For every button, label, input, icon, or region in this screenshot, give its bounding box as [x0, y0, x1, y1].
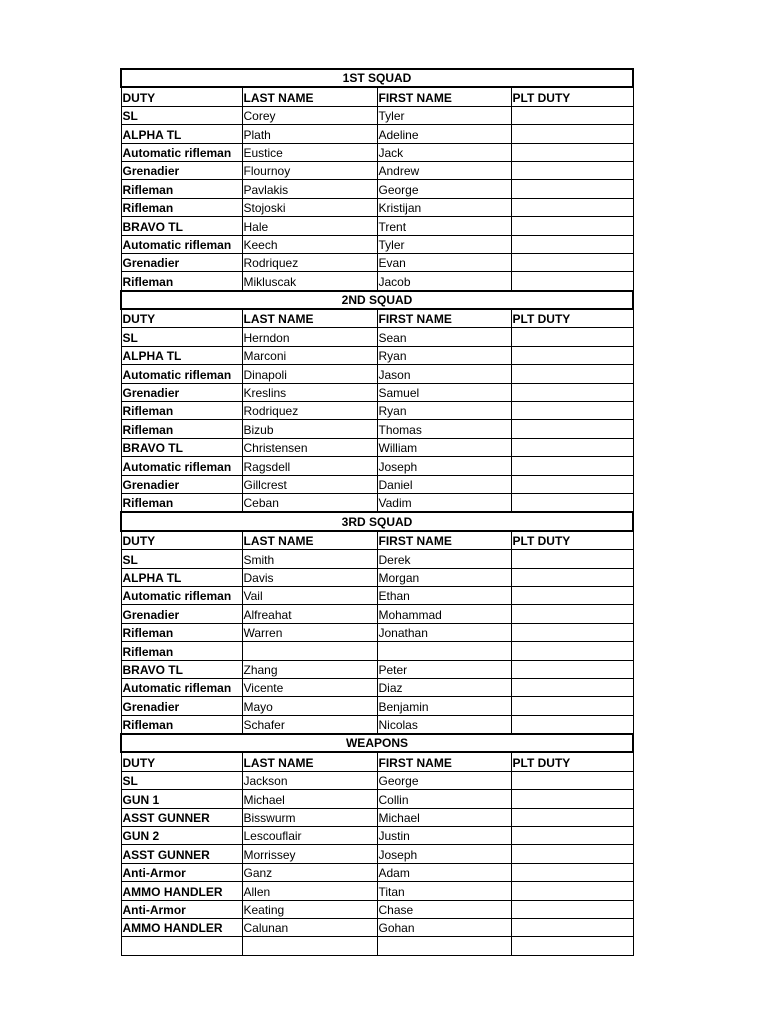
- first-name-cell: Michael: [377, 808, 511, 826]
- column-header-duty: DUTY: [121, 87, 242, 106]
- duty-cell: Grenadier: [121, 161, 242, 179]
- first-name-cell: [377, 642, 511, 660]
- plt-duty-cell: [511, 402, 633, 420]
- first-name-cell: Peter: [377, 660, 511, 678]
- last-name-cell: Hale: [242, 217, 377, 235]
- first-name-cell: Evan: [377, 253, 511, 271]
- table-row: [121, 161, 633, 179]
- plt-duty-cell: [511, 715, 633, 734]
- plt-duty-cell: [511, 198, 633, 216]
- column-header-last-name: LAST NAME: [242, 531, 377, 550]
- plt-duty-cell: [511, 605, 633, 623]
- plt-duty-cell: [511, 882, 633, 900]
- plt-duty-cell: [511, 642, 633, 660]
- plt-duty-cell: [511, 568, 633, 586]
- first-name-cell: Thomas: [377, 420, 511, 438]
- plt-duty-cell: [511, 438, 633, 456]
- last-name-cell: Morrissey: [242, 845, 377, 863]
- plt-duty-cell: [511, 678, 633, 696]
- last-name-cell: Keating: [242, 900, 377, 918]
- duty-cell: BRAVO TL: [121, 217, 242, 235]
- last-name-cell: Plath: [242, 125, 377, 143]
- column-header-first-name: FIRST NAME: [377, 752, 511, 771]
- plt-duty-cell: [511, 863, 633, 881]
- first-name-cell: Jack: [377, 143, 511, 161]
- table-row: [121, 623, 633, 641]
- plt-duty-cell: [511, 900, 633, 918]
- column-header-duty: DUTY: [121, 309, 242, 328]
- plt-duty-cell: [511, 272, 633, 291]
- last-name-cell: Gillcrest: [242, 475, 377, 493]
- first-name-cell: Ryan: [377, 402, 511, 420]
- duty-cell: Rifleman: [121, 180, 242, 198]
- plt-duty-cell: [511, 328, 633, 346]
- last-name-cell: Vail: [242, 586, 377, 604]
- table-row: [121, 882, 633, 900]
- plt-duty-cell: [511, 365, 633, 383]
- table-row: [121, 790, 633, 808]
- first-name-cell: Jonathan: [377, 623, 511, 641]
- table-row: [121, 457, 633, 475]
- last-name-cell: Ragsdell: [242, 457, 377, 475]
- last-name-cell: Ganz: [242, 863, 377, 881]
- column-header-last-name: LAST NAME: [242, 309, 377, 328]
- plt-duty-cell: [511, 586, 633, 604]
- first-name-cell: Kristijan: [377, 198, 511, 216]
- table-row: [121, 863, 633, 881]
- table-row: [121, 845, 633, 863]
- table-row: [121, 438, 633, 456]
- section-title: WEAPONS: [121, 734, 633, 752]
- table-row: [121, 217, 633, 235]
- last-name-cell: Corey: [242, 106, 377, 124]
- last-name-cell: Bisswurm: [242, 808, 377, 826]
- section-title-row: [121, 69, 633, 87]
- duty-cell: Rifleman: [121, 420, 242, 438]
- duty-cell: Automatic rifleman: [121, 365, 242, 383]
- first-name-cell: Benjamin: [377, 697, 511, 715]
- first-name-cell: Morgan: [377, 568, 511, 586]
- last-name-cell: Warren: [242, 623, 377, 641]
- table-row: [121, 365, 633, 383]
- plt-duty-cell: [511, 106, 633, 124]
- table-row: [121, 253, 633, 271]
- duty-cell: AMMO HANDLER: [121, 882, 242, 900]
- table-row: [121, 642, 633, 660]
- duty-cell: Grenadier: [121, 253, 242, 271]
- plt-duty-cell: [511, 918, 633, 936]
- table-row: [121, 235, 633, 253]
- last-name-cell: Michael: [242, 790, 377, 808]
- last-name-cell: Mikluscak: [242, 272, 377, 291]
- duty-cell: Automatic rifleman: [121, 143, 242, 161]
- first-name-cell: Tyler: [377, 106, 511, 124]
- duty-cell: GUN 1: [121, 790, 242, 808]
- column-header-first-name: FIRST NAME: [377, 87, 511, 106]
- table-row: [121, 568, 633, 586]
- last-name-cell: Jackson: [242, 771, 377, 789]
- first-name-cell: Ryan: [377, 346, 511, 364]
- duty-cell: Automatic rifleman: [121, 235, 242, 253]
- duty-cell: Rifleman: [121, 493, 242, 512]
- last-name-cell: Vicente: [242, 678, 377, 696]
- duty-cell: ALPHA TL: [121, 568, 242, 586]
- duty-cell: Rifleman: [121, 715, 242, 734]
- plt-duty-cell: [511, 845, 633, 863]
- first-name-cell: Justin: [377, 827, 511, 845]
- first-name-cell: Chase: [377, 900, 511, 918]
- duty-cell: [121, 937, 242, 955]
- first-name-cell: Sean: [377, 328, 511, 346]
- table-row: [121, 475, 633, 493]
- first-name-cell: Adeline: [377, 125, 511, 143]
- duty-cell: Grenadier: [121, 475, 242, 493]
- first-name-cell: Joseph: [377, 845, 511, 863]
- roster-body: [121, 69, 633, 955]
- last-name-cell: Keech: [242, 235, 377, 253]
- plt-duty-cell: [511, 180, 633, 198]
- section-title: 3RD SQUAD: [121, 512, 633, 530]
- roster-table: [120, 68, 634, 956]
- first-name-cell: Titan: [377, 882, 511, 900]
- plt-duty-cell: [511, 475, 633, 493]
- last-name-cell: Zhang: [242, 660, 377, 678]
- first-name-cell: Gohan: [377, 918, 511, 936]
- last-name-cell: [242, 642, 377, 660]
- duty-cell: Rifleman: [121, 623, 242, 641]
- last-name-cell: Rodriquez: [242, 253, 377, 271]
- last-name-cell: Marconi: [242, 346, 377, 364]
- duty-cell: Automatic rifleman: [121, 586, 242, 604]
- last-name-cell: Eustice: [242, 143, 377, 161]
- table-row: [121, 180, 633, 198]
- table-row: [121, 143, 633, 161]
- table-row: [121, 125, 633, 143]
- plt-duty-cell: [511, 217, 633, 235]
- last-name-cell: [242, 937, 377, 955]
- column-header-plt-duty: PLT DUTY: [511, 309, 633, 328]
- last-name-cell: Allen: [242, 882, 377, 900]
- column-header-first-name: FIRST NAME: [377, 531, 511, 550]
- duty-cell: GUN 2: [121, 827, 242, 845]
- last-name-cell: Lescouflair: [242, 827, 377, 845]
- plt-duty-cell: [511, 550, 633, 568]
- last-name-cell: Calunan: [242, 918, 377, 936]
- table-row: [121, 715, 633, 734]
- duty-cell: SL: [121, 771, 242, 789]
- column-header-last-name: LAST NAME: [242, 752, 377, 771]
- duty-cell: Grenadier: [121, 605, 242, 623]
- duty-cell: ASST GUNNER: [121, 845, 242, 863]
- plt-duty-cell: [511, 697, 633, 715]
- plt-duty-cell: [511, 457, 633, 475]
- duty-cell: ASST GUNNER: [121, 808, 242, 826]
- first-name-cell: Derek: [377, 550, 511, 568]
- plt-duty-cell: [511, 771, 633, 789]
- plt-duty-cell: [511, 937, 633, 955]
- section-title: 1ST SQUAD: [121, 69, 633, 87]
- table-row: [121, 586, 633, 604]
- last-name-cell: Herndon: [242, 328, 377, 346]
- last-name-cell: Davis: [242, 568, 377, 586]
- table-row: [121, 550, 633, 568]
- table-row: [121, 198, 633, 216]
- duty-cell: BRAVO TL: [121, 660, 242, 678]
- plt-duty-cell: [511, 623, 633, 641]
- table-row: [121, 808, 633, 826]
- table-row: [121, 827, 633, 845]
- table-row: [121, 346, 633, 364]
- section-title-row: [121, 291, 633, 309]
- duty-cell: SL: [121, 328, 242, 346]
- duty-cell: Automatic rifleman: [121, 678, 242, 696]
- first-name-cell: [377, 937, 511, 955]
- first-name-cell: Jacob: [377, 272, 511, 291]
- first-name-cell: George: [377, 771, 511, 789]
- table-row: [121, 660, 633, 678]
- table-row: [121, 328, 633, 346]
- plt-duty-cell: [511, 808, 633, 826]
- duty-cell: Automatic rifleman: [121, 457, 242, 475]
- duty-cell: ALPHA TL: [121, 125, 242, 143]
- plt-duty-cell: [511, 253, 633, 271]
- section-title: 2ND SQUAD: [121, 291, 633, 309]
- table-row: [121, 678, 633, 696]
- table-row: [121, 771, 633, 789]
- duty-cell: SL: [121, 550, 242, 568]
- plt-duty-cell: [511, 420, 633, 438]
- last-name-cell: Ceban: [242, 493, 377, 512]
- last-name-cell: Christensen: [242, 438, 377, 456]
- column-header-duty: DUTY: [121, 531, 242, 550]
- plt-duty-cell: [511, 383, 633, 401]
- first-name-cell: Collin: [377, 790, 511, 808]
- table-row: [121, 697, 633, 715]
- last-name-cell: Smith: [242, 550, 377, 568]
- column-header-duty: DUTY: [121, 752, 242, 771]
- column-header-row: [121, 752, 633, 771]
- section-title-row: [121, 734, 633, 752]
- plt-duty-cell: [511, 660, 633, 678]
- last-name-cell: Mayo: [242, 697, 377, 715]
- last-name-cell: Bizub: [242, 420, 377, 438]
- table-row: [121, 900, 633, 918]
- table-row: [121, 106, 633, 124]
- duty-cell: Grenadier: [121, 383, 242, 401]
- first-name-cell: Mohammad: [377, 605, 511, 623]
- first-name-cell: Nicolas: [377, 715, 511, 734]
- first-name-cell: Trent: [377, 217, 511, 235]
- last-name-cell: Pavlakis: [242, 180, 377, 198]
- column-header-plt-duty: PLT DUTY: [511, 752, 633, 771]
- table-row: [121, 402, 633, 420]
- column-header-last-name: LAST NAME: [242, 87, 377, 106]
- first-name-cell: Vadim: [377, 493, 511, 512]
- first-name-cell: Samuel: [377, 383, 511, 401]
- last-name-cell: Flournoy: [242, 161, 377, 179]
- last-name-cell: Alfreahat: [242, 605, 377, 623]
- plt-duty-cell: [511, 790, 633, 808]
- table-row: [121, 918, 633, 936]
- duty-cell: ALPHA TL: [121, 346, 242, 364]
- table-row: [121, 272, 633, 291]
- first-name-cell: William: [377, 438, 511, 456]
- last-name-cell: Kreslins: [242, 383, 377, 401]
- column-header-row: [121, 531, 633, 550]
- plt-duty-cell: [511, 346, 633, 364]
- table-row: [121, 605, 633, 623]
- column-header-first-name: FIRST NAME: [377, 309, 511, 328]
- first-name-cell: Jason: [377, 365, 511, 383]
- column-header-row: [121, 309, 633, 328]
- last-name-cell: Rodriquez: [242, 402, 377, 420]
- plt-duty-cell: [511, 161, 633, 179]
- plt-duty-cell: [511, 493, 633, 512]
- table-row: [121, 937, 633, 955]
- first-name-cell: Andrew: [377, 161, 511, 179]
- first-name-cell: Joseph: [377, 457, 511, 475]
- column-header-plt-duty: PLT DUTY: [511, 87, 633, 106]
- duty-cell: SL: [121, 106, 242, 124]
- duty-cell: Rifleman: [121, 402, 242, 420]
- duty-cell: Grenadier: [121, 697, 242, 715]
- table-row: [121, 383, 633, 401]
- first-name-cell: Ethan: [377, 586, 511, 604]
- plt-duty-cell: [511, 143, 633, 161]
- plt-duty-cell: [511, 125, 633, 143]
- last-name-cell: Dinapoli: [242, 365, 377, 383]
- first-name-cell: Diaz: [377, 678, 511, 696]
- duty-cell: BRAVO TL: [121, 438, 242, 456]
- section-title-row: [121, 512, 633, 530]
- duty-cell: AMMO HANDLER: [121, 918, 242, 936]
- first-name-cell: Adam: [377, 863, 511, 881]
- duty-cell: Rifleman: [121, 272, 242, 291]
- duty-cell: Rifleman: [121, 198, 242, 216]
- plt-duty-cell: [511, 827, 633, 845]
- first-name-cell: George: [377, 180, 511, 198]
- table-row: [121, 420, 633, 438]
- duty-cell: Rifleman: [121, 642, 242, 660]
- last-name-cell: Stojoski: [242, 198, 377, 216]
- first-name-cell: Daniel: [377, 475, 511, 493]
- duty-cell: Anti-Armor: [121, 900, 242, 918]
- duty-cell: Anti-Armor: [121, 863, 242, 881]
- column-header-row: [121, 87, 633, 106]
- last-name-cell: Schafer: [242, 715, 377, 734]
- plt-duty-cell: [511, 235, 633, 253]
- first-name-cell: Tyler: [377, 235, 511, 253]
- column-header-plt-duty: PLT DUTY: [511, 531, 633, 550]
- table-row: [121, 493, 633, 512]
